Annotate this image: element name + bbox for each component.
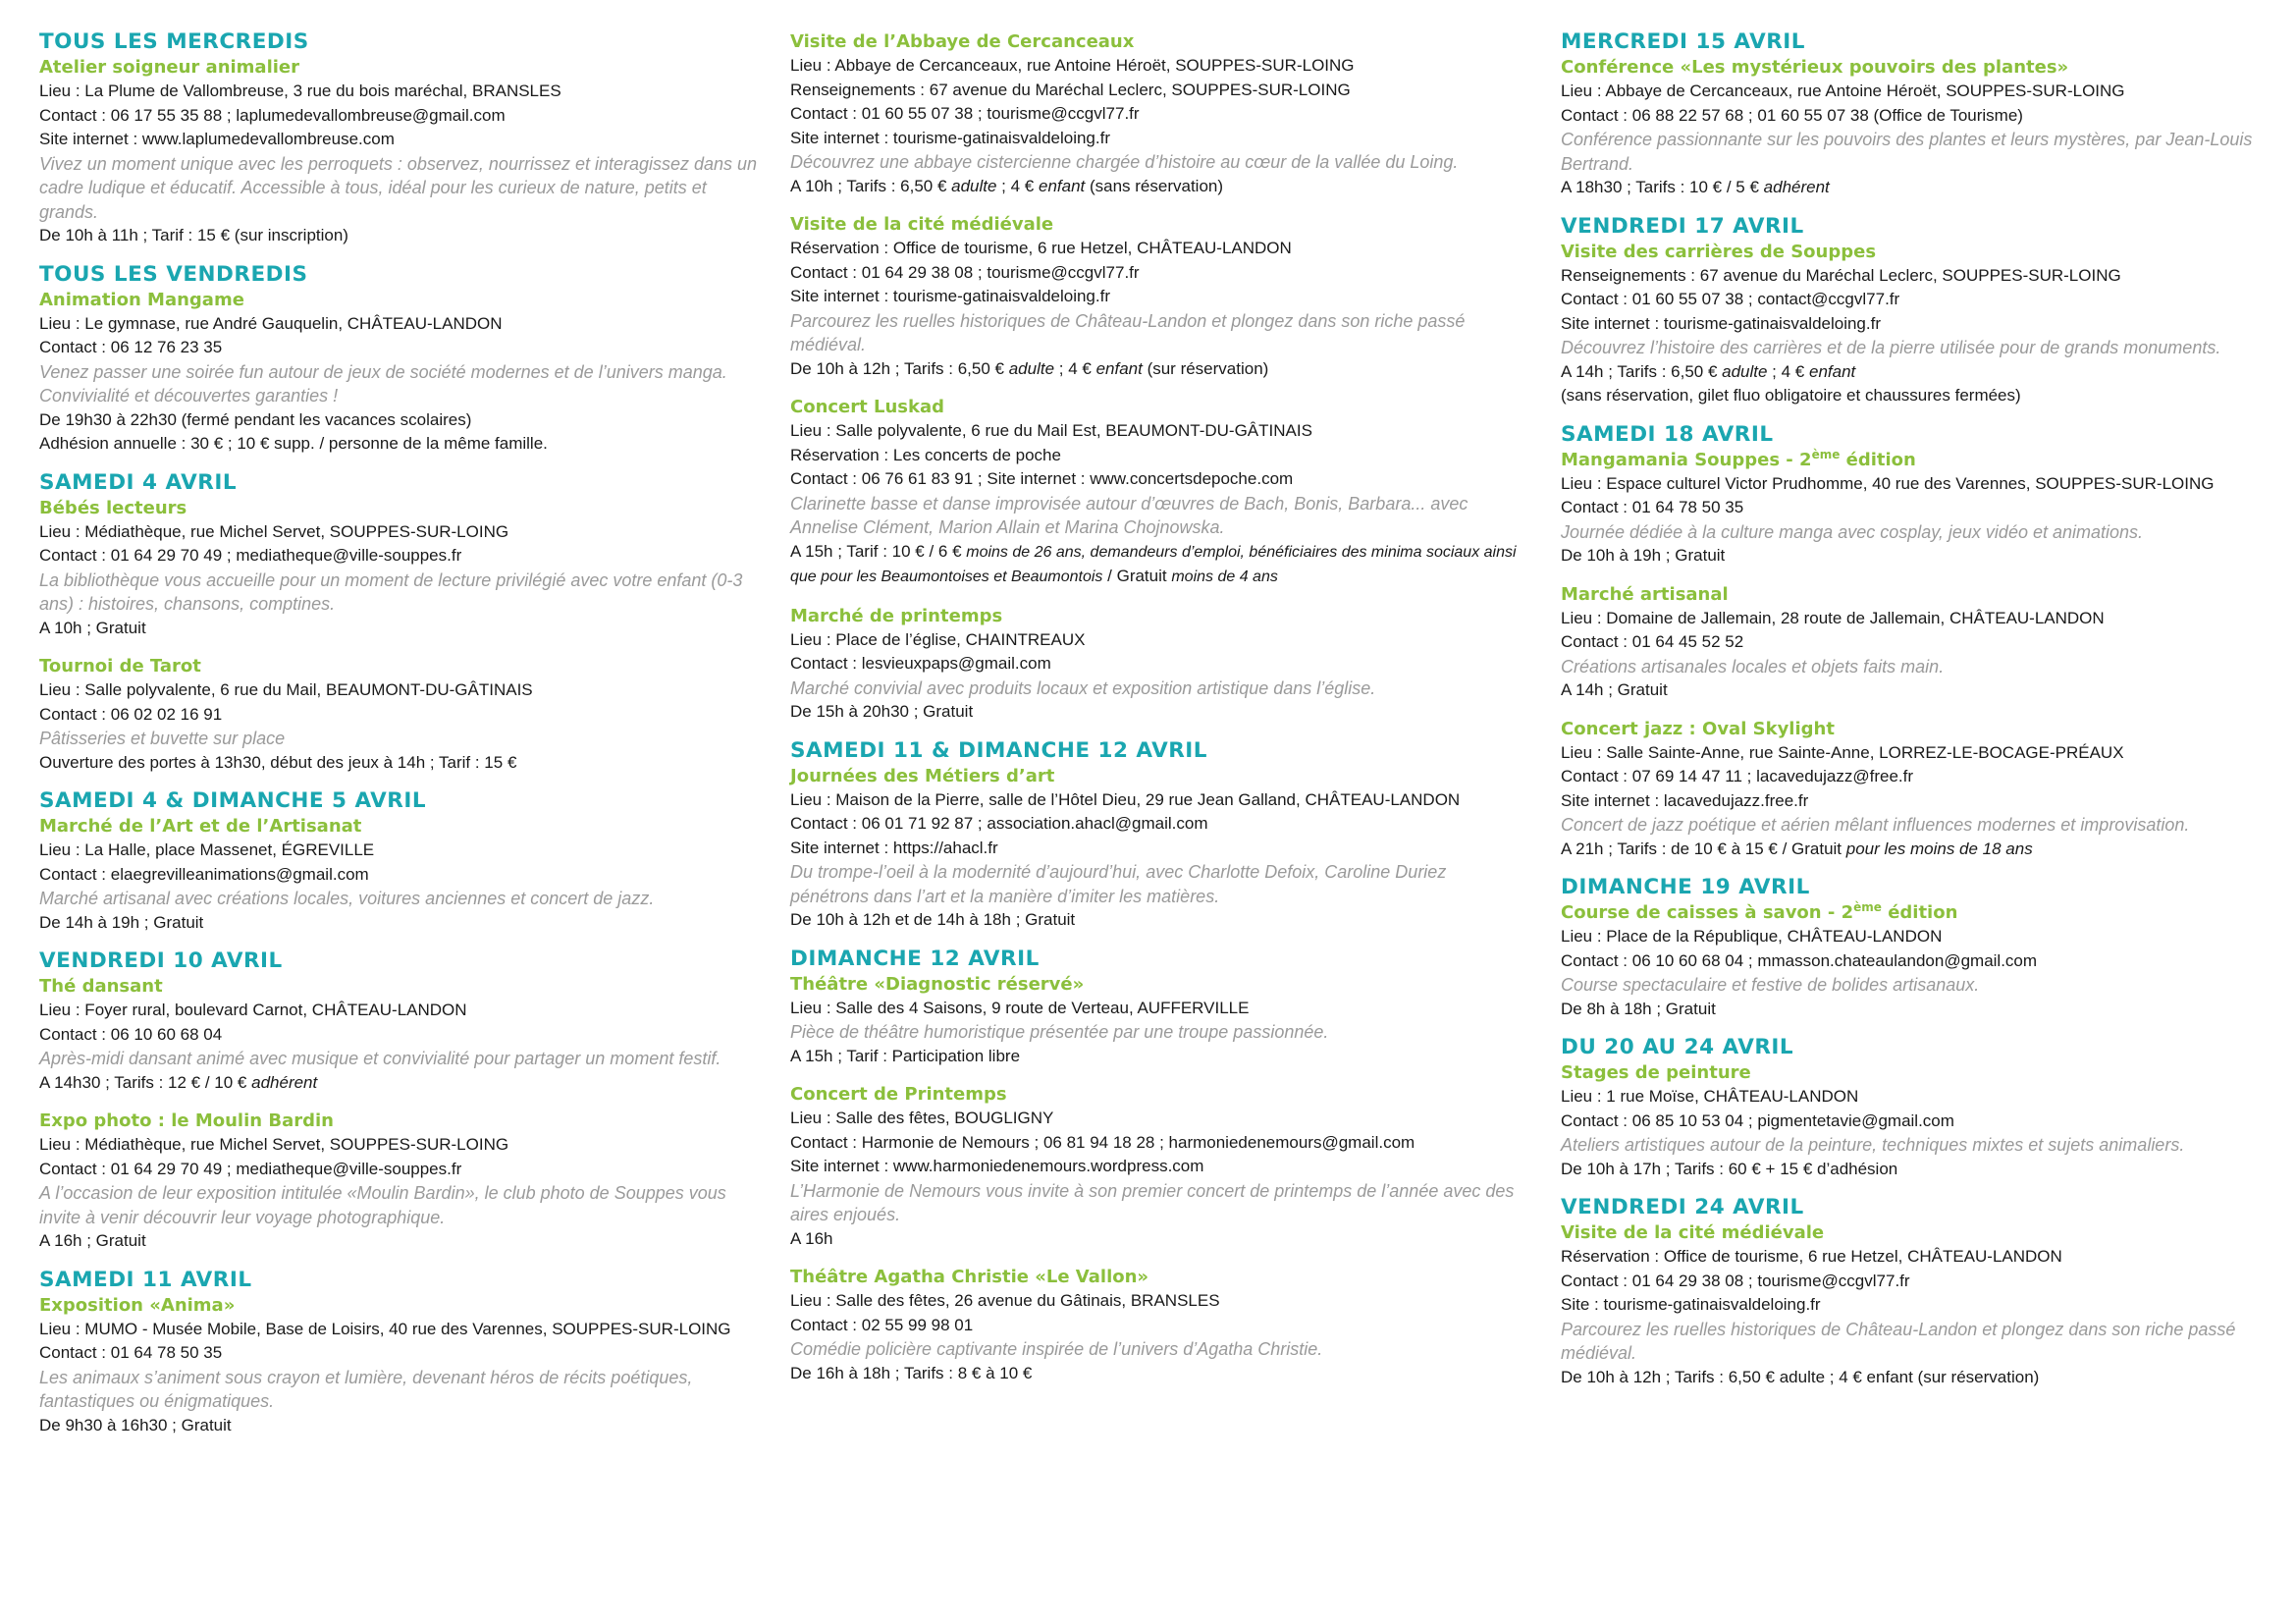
event-info-line: Lieu : 1 rue Moïse, CHÂTEAU-LANDON (1561, 1087, 1859, 1106)
event-title-text: Théâtre Agatha Christie «Le Vallon» (790, 1267, 1149, 1287)
event-info-line: Lieu : MUMO - Musée Mobile, Base de Loisirs, 40 rue des Varennes, SOUPPES-SUR-LOING (39, 1319, 731, 1338)
section-date: SAMEDI 4 AVRIL (39, 469, 238, 495)
practical-part: moins de 4 ans (1171, 568, 1278, 585)
event-practical-line: De 15h à 20h30 ; Gratuit (790, 702, 974, 721)
event (1561, 582, 2287, 703)
section-date: VENDREDI 17 AVRIL (1561, 213, 1804, 239)
event-title (790, 972, 1517, 997)
event (1561, 717, 2287, 862)
event-info-line: Site internet : tourisme-gatinaisvaldeloing.fr (790, 128, 1110, 147)
event (1561, 1220, 2287, 1389)
practical-part: A 18h30 ; Tarifs : 10 € / 5 € (1561, 178, 1764, 196)
practical-part: adulte (1008, 358, 1055, 378)
section-date: VENDREDI 24 AVRIL (1561, 1195, 1804, 1219)
event-info-line: Contact : 01 64 29 70 49 ; mediatheque@ville-souppes.fr (39, 1159, 462, 1178)
event-info-line: Lieu : La Plume de Vallombreuse, 3 rue du bois maréchal, BRANSLES (39, 81, 561, 100)
section-date: DIMANCHE 12 AVRIL (790, 946, 1040, 971)
event-practical-line: A 15h ; Tarif : Participation libre (790, 1046, 1021, 1065)
event-info-line: Contact : 06 12 76 23 35 (39, 338, 223, 356)
practical-part: ; 4 € (1767, 361, 1809, 381)
practical-part: enfant (1808, 361, 1856, 381)
event-info-line: Lieu : Domaine de Jallemain, 28 route de Jallemain, CHÂTEAU-LANDON (1561, 608, 2105, 627)
event-practical-line: A 10h ; Gratuit (39, 618, 146, 637)
event-practical-line: De 10h à 12h ; Tarifs : 6,50 € adulte ; 4 € enfant (sur réservation) (1561, 1367, 2040, 1386)
event-title (39, 974, 766, 999)
event (39, 814, 766, 935)
event (39, 974, 766, 1095)
event-description: Parcourez les ruelles historiques de Château-Landon et plongez dans son riche passé médiéval. (790, 310, 1466, 354)
event-info-line: Contact : 06 01 71 92 87 ; association.ahacl@gmail.com (790, 814, 1208, 833)
event-info-line: Contact : 06 17 55 35 88 ; laplumedevallombreuse@gmail.com (39, 105, 506, 125)
event-practical-line: De 9h30 à 16h30 ; Gratuit (39, 1415, 232, 1435)
event (39, 1293, 766, 1438)
section-date: TOUS LES MERCREDIS (39, 29, 309, 54)
event-info-line: Lieu : Salle Sainte-Anne, rue Sainte-Anne, LORREZ-LE-BOCAGE-PRÉAUX (1561, 742, 2124, 762)
event (1561, 55, 2287, 200)
event-title-superscript: ème (1811, 447, 1841, 461)
event-description: L’Harmonie de Nemours vous invite à son premier concert de printemps de l’année avec des aires enjoués. (790, 1180, 1515, 1224)
practical-part: De 10h à 12h ; Tarifs : 6,50 € (790, 358, 1009, 378)
agenda-column-1 (39, 29, 766, 1451)
event (790, 764, 1517, 933)
event-info-line: Lieu : Abbaye de Cercanceaux, rue Antoine Héroët, SOUPPES-SUR-LOING (1561, 81, 2125, 100)
event-description: Découvrez l’histoire des carrières et de la pierre utilisée pour de grands monuments. (1561, 338, 2221, 357)
event (790, 212, 1517, 381)
event-title (790, 604, 1517, 628)
event-practical-line: Adhésion annuelle : 30 € ; 10 € supp. / personne de la même famille. (39, 434, 548, 453)
practical-part: adulte (951, 176, 997, 195)
date-section (790, 29, 1517, 725)
event-title (790, 1265, 1517, 1289)
event-info-line: Lieu : Espace culturel Victor Prudhomme, 40 rue des Varennes, SOUPPES-SUR-LOING (1561, 473, 2215, 493)
event-practical-line (790, 175, 1517, 199)
event-title-text: Concert Luskad (790, 397, 945, 417)
date-section (1561, 29, 2287, 200)
practical-part: A 14h ; Tarifs : 6,50 € (1561, 361, 1723, 381)
event-title-text: Course de caisses à savon - 2 (1561, 902, 1854, 923)
event (790, 1082, 1517, 1251)
event (1561, 448, 2287, 568)
event-practical-line: A 16h ; Gratuit (39, 1231, 146, 1250)
event-title-text: Thé dansant (39, 976, 163, 997)
event-practical-line (790, 357, 1517, 382)
event-info-line: Contact : 01 60 55 07 38 ; contact@ccgvl77.fr (1561, 290, 1900, 308)
event-practical-line: A 14h ; Gratuit (1561, 680, 1668, 699)
event-title-text: Visite des carrières de Souppes (1561, 241, 1877, 262)
event-practical-line: Ouverture des portes à 13h30, début des jeux à 14h ; Tarif : 15 € (39, 752, 517, 772)
date-section (39, 1268, 766, 1438)
event (790, 395, 1517, 590)
event-info-line: Réservation : Les concerts de poche (790, 445, 1061, 464)
event-info-line: Contact : 01 64 29 38 08 ; tourisme@ccgvl77.fr (790, 262, 1140, 282)
practical-part: ; 4 € (1054, 358, 1096, 378)
event-title-text: Tournoi de Tarot (39, 656, 201, 677)
event-info-line: Contact : 02 55 99 98 01 (790, 1315, 974, 1334)
event-info-line: Lieu : Maison de la Pierre, salle de l’Hôtel Dieu, 29 rue Jean Galland, CHÂTEAU-LANDON (790, 789, 1461, 809)
event-info-line: Lieu : Abbaye de Cercanceaux, rue Antoine Héroët, SOUPPES-SUR-LOING (790, 56, 1355, 75)
event-info-line: Lieu : Médiathèque, rue Michel Servet, SOUPPES-SUR-LOING (39, 1135, 509, 1154)
event-info-line: Site internet : lacavedujazz.free.fr (1561, 790, 1809, 810)
event-description: Pièce de théâtre humoristique présentée par une troupe passionnée. (790, 1022, 1329, 1042)
practical-part: / Gratuit (1102, 567, 1172, 585)
section-date: DU 20 AU 24 AVRIL (1561, 1035, 1794, 1059)
event-description: Course spectaculaire et festive de bolides artisanaux. (1561, 975, 1980, 995)
event-title (1561, 717, 2287, 741)
event-title-text: Stages de peinture (1561, 1062, 1751, 1083)
event-practical-line (1561, 838, 2287, 862)
practical-part: enfant (1095, 358, 1143, 378)
event-title (39, 814, 766, 839)
event-title-suffix: édition (1881, 902, 1958, 923)
event-title (1561, 55, 2287, 80)
date-section (39, 29, 766, 248)
event-title (1561, 582, 2287, 607)
event-info-line: Site internet : https://ahacl.fr (790, 838, 998, 857)
practical-part: enfant (1038, 176, 1086, 195)
event (790, 1265, 1517, 1385)
section-date: TOUS LES VENDREDIS (39, 261, 308, 287)
event-title (790, 212, 1517, 237)
practical-part: (sur réservation) (1142, 358, 1269, 378)
event-info-line: Lieu : Médiathèque, rue Michel Servet, SOUPPES-SUR-LOING (39, 521, 509, 541)
event (1561, 240, 2287, 408)
event-title-text: Journées des Métiers d’art (790, 765, 1055, 786)
event-title-text: Marché de l’Art et de l’Artisanat (39, 816, 362, 837)
event-title-text: Expo photo : le Moulin Bardin (39, 1110, 334, 1131)
event-info-line: Contact : Harmonie de Nemours ; 06 81 94 18 28 ; harmoniedenemours@gmail.com (790, 1132, 1415, 1152)
event-info-line: Renseignements : 67 avenue du Maréchal Leclerc, SOUPPES-SUR-LOING (790, 80, 1351, 99)
event-info-line: Site internet : www.harmoniedenemours.wordpress.com (790, 1157, 1204, 1175)
section-date: DIMANCHE 19 AVRIL (1561, 875, 1810, 899)
event-description: Les animaux s’animent sous crayon et lumière, devenant héros de récits poétiques, fantastiques ou énigmatiques. (39, 1367, 693, 1411)
event-title (790, 1082, 1517, 1107)
event-info-line: Contact : 01 64 78 50 35 (39, 1343, 223, 1362)
date-section (1561, 422, 2287, 862)
section-date: SAMEDI 11 AVRIL (39, 1267, 252, 1292)
practical-part: adhérent (1763, 178, 1830, 196)
date-section (39, 470, 766, 776)
event (790, 972, 1517, 1069)
practical-part: pour les moins de 18 ans (1845, 839, 2033, 858)
practical-part: (sans réservation) (1085, 176, 1224, 195)
event-description: Pâtisseries et buvette sur place (39, 729, 286, 748)
event-title-text: Visite de l’Abbaye de Cercanceaux (790, 31, 1135, 52)
event-info-line: Lieu : Foyer rural, boulevard Carnot, CHÂTEAU-LANDON (39, 1001, 467, 1019)
event-info-line: Lieu : Place de l’église, CHAINTREAUX (790, 629, 1086, 649)
event-info-line: Site internet : www.laplumedevallombreuse.com (39, 130, 395, 148)
event-practical-line: De 16h à 18h ; Tarifs : 8 € à 10 € (790, 1363, 1033, 1382)
date-section (790, 947, 1517, 1386)
event-title-text: Bébés lecteurs (39, 497, 187, 518)
event-description: Vivez un moment unique avec les perroquets : observez, nourrissez et interagissez dans un cadre ludique et éducatif. Accessible à tous, idéal pour les curieux de nature, petits et grands. (39, 153, 758, 222)
event-practical-line: (sans réservation, gilet fluo obligatoire et chaussures fermées) (1561, 386, 2021, 405)
event-info-line: Contact : 01 64 78 50 35 (1561, 498, 1744, 516)
date-section (39, 788, 766, 935)
event-info-line: Contact : 01 64 29 38 08 ; tourisme@ccgvl77.fr (1561, 1271, 1910, 1290)
event (790, 604, 1517, 725)
event-description: Marché convivial avec produits locaux et exposition artistique dans l’église. (790, 677, 1376, 698)
event-practical-line (39, 1071, 766, 1096)
date-section (1561, 1035, 2287, 1181)
date-section (1561, 1195, 2287, 1389)
event-description: Après-midi dansant animé avec musique et convivialité pour partager un moment festif. (39, 1049, 721, 1068)
practical-part: A 14h30 ; Tarifs : 12 € / 10 € (39, 1072, 252, 1092)
event-title (790, 29, 1517, 54)
agenda-column-3 (1561, 29, 2287, 1403)
event-practical-line: De 10h à 12h et de 14h à 18h ; Gratuit (790, 910, 1076, 929)
event-info-line: Renseignements : 67 avenue du Maréchal Leclerc, SOUPPES-SUR-LOING (1561, 265, 2121, 285)
event-title-text: Marché de printemps (790, 605, 1003, 626)
event-info-line: Lieu : La Halle, place Massenet, ÉGREVILLE (39, 840, 375, 859)
event-info-line: Contact : 06 76 61 83 91 ; Site internet : www.concertsdepoche.com (790, 469, 1294, 488)
date-section (790, 738, 1517, 933)
event-title (39, 1293, 766, 1318)
date-section (1561, 875, 2287, 1021)
event-info-line: Contact : 07 69 14 47 11 ; lacavedujazz@free.fr (1561, 767, 1914, 785)
event-info-line: Contact : 06 02 02 16 91 (39, 704, 223, 724)
event-description: Concert de jazz poétique et aérien mêlant influences modernes et improvisation. (1561, 815, 2190, 835)
event-description: Clarinette basse et danse improvisée autour d’œuvres de Bach, Bonis, Barbara... avec Annelise Clément, Marion Allain et Marina Chojnowska. (790, 493, 1468, 537)
event-info-line: Site : tourisme-gatinaisvaldeloing.fr (1561, 1295, 1821, 1314)
event-description: Créations artisanales locales et objets faits main. (1561, 656, 1945, 677)
event-practical-line: A 16h (790, 1228, 833, 1248)
event-description: A l’occasion de leur exposition intitulée «Moulin Bardin», le club photo de Souppes vous invite à venir découvrir leur voyage photographique. (39, 1183, 726, 1227)
event-title-superscript: ème (1853, 900, 1882, 914)
event-info-line: Contact : elaegrevilleanimations@gmail.com (39, 864, 369, 884)
event-title-text: Atelier soigneur animalier (39, 57, 300, 78)
event-info-line: Contact : 06 10 60 68 04 ; mmasson.chateaulandon@gmail.com (1561, 950, 2038, 970)
event-title-text: Concert de Printemps (790, 1084, 1007, 1105)
event-info-line: Lieu : Salle des fêtes, BOUGLIGNY (790, 1109, 1054, 1127)
event-description: Venez passer une soirée fun autour de jeux de société modernes et de l’univers manga. Convivialité et découvertes garanties ! (39, 361, 727, 406)
event-title-text: Exposition «Anima» (39, 1294, 236, 1316)
event-title (1561, 240, 2287, 264)
practical-part: A 21h ; Tarifs : de 10 € à 15 € / Gratuit (1561, 839, 1846, 858)
event-info-line: Contact : 06 85 10 53 04 ; pigmentetavie@gmail.com (1561, 1110, 1954, 1130)
event-practical-line (1561, 176, 2287, 200)
practical-part: adulte (1722, 361, 1768, 381)
event-info-line: Lieu : Salle polyvalente, 6 rue du Mail Est, BEAUMONT-DU-GÂTINAIS (790, 421, 1312, 440)
practical-part: adhérent (251, 1072, 318, 1092)
event-title-text: Théâtre «Diagnostic réservé» (790, 973, 1085, 995)
event-info-line: Lieu : Le gymnase, rue André Gauquelin, CHÂTEAU-LANDON (39, 313, 503, 333)
event-info-line: Contact : 06 88 22 57 68 ; 01 60 55 07 38 (Office de Tourisme) (1561, 105, 2023, 125)
event-practical-line (1561, 360, 2287, 385)
section-date: SAMEDI 4 & DIMANCHE 5 AVRIL (39, 788, 427, 813)
event-practical-line: De 14h à 19h ; Gratuit (39, 912, 204, 932)
event-title (1561, 1060, 2287, 1085)
event-info-line: Contact : 01 64 45 52 52 (1561, 632, 1744, 651)
event-title (39, 496, 766, 520)
event-info-line: Site internet : tourisme-gatinaisvaldeloing.fr (1561, 313, 1881, 333)
event-description: Du trompe-l’oeil à la modernité d’aujourd’hui, avec Charlotte Defoix, Caroline Duriez pénétrons dans l’art et la manière d’imiter les matières. (790, 862, 1447, 906)
event-info-line: Contact : 06 10 60 68 04 (39, 1024, 223, 1044)
event (1561, 900, 2287, 1021)
event-title-suffix: édition (1840, 449, 1916, 470)
event-title (1561, 448, 2287, 472)
event-title-text: Mangamania Souppes - 2 (1561, 449, 1812, 470)
event-title (39, 1109, 766, 1133)
event-title (790, 395, 1517, 419)
practical-part: ; 4 € (996, 176, 1039, 195)
event (39, 288, 766, 457)
event-title (1561, 900, 2287, 925)
event-practical-line: De 19h30 à 22h30 (fermé pendant les vacances scolaires) (39, 409, 472, 429)
event-info-line: Contact : 01 60 55 07 38 ; tourisme@ccgvl77.fr (790, 104, 1140, 123)
event-info-line: Lieu : Salle polyvalente, 6 rue du Mail, BEAUMONT-DU-GÂTINAIS (39, 680, 533, 699)
section-date: MERCREDI 15 AVRIL (1561, 29, 1805, 54)
event-title-text: Visite de la cité médiévale (790, 214, 1054, 235)
event-description: Comédie policière captivante inspirée de l’univers d’Agatha Christie. (790, 1339, 1323, 1359)
event-title-text: Marché artisanal (1561, 583, 1729, 605)
event-title (1561, 1220, 2287, 1245)
event-description: Conférence passionnante sur les pouvoirs des plantes et leurs mystères, par Jean-Louis Bertrand. (1561, 130, 2253, 174)
event-description: Ateliers artistiques autour de la peinture, techniques mixtes et sujets animaliers. (1561, 1135, 2185, 1155)
section-date: VENDREDI 10 AVRIL (39, 948, 283, 973)
event-info-line: Lieu : Salle des 4 Saisons, 9 route de Verteau, AUFFERVILLE (790, 998, 1250, 1017)
event-title (39, 288, 766, 312)
event-info-line: Lieu : Salle des fêtes, 26 avenue du Gâtinais, BRANSLES (790, 1291, 1220, 1310)
event-info-line: Contact : 01 64 29 70 49 ; mediatheque@ville-souppes.fr (39, 546, 462, 565)
event-description: Découvrez une abbaye cistercienne chargée d’histoire au cœur de la vallée du Loing. (790, 152, 1459, 172)
event (790, 29, 1517, 198)
event-info-line: Contact : lesvieuxpaps@gmail.com (790, 654, 1051, 673)
event-description: Journée dédiée à la culture manga avec cosplay, jeux vidéo et animations. (1561, 521, 2144, 542)
practical-part: A 15h ; Tarif : 10 € / 6 € (790, 541, 967, 561)
event-practical-line: De 10h à 11h ; Tarif : 15 € (sur inscription) (39, 226, 348, 244)
date-section (39, 948, 766, 1254)
event-info-line: Site internet : tourisme-gatinaisvaldeloing.fr (790, 287, 1110, 305)
event (39, 496, 766, 641)
event-title (39, 55, 766, 80)
practical-part: moins de 26 ans, demandeurs d’emploi, bénéficiaires des minima sociaux ainsi que pour les Beaumontoises et Beaumontois (790, 543, 1517, 585)
event-info-line: Réservation : Office de tourisme, 6 rue Hetzel, CHÂTEAU-LANDON (1561, 1247, 2062, 1266)
event-info-line: Réservation : Office de tourisme, 6 rue Hetzel, CHÂTEAU-LANDON (790, 239, 1292, 257)
event (1561, 1060, 2287, 1181)
event-practical-line: De 10h à 17h ; Tarifs : 60 € + 15 € d’adhésion (1561, 1159, 1898, 1178)
section-date: SAMEDI 11 & DIMANCHE 12 AVRIL (790, 737, 1207, 763)
date-section (1561, 214, 2287, 408)
event-description: Marché artisanal avec créations locales, voitures anciennes et concert de jazz. (39, 889, 655, 908)
event-title (790, 764, 1517, 788)
event-description: La bibliothèque vous accueille pour un moment de lecture privilégié avec votre enfant (0-3 ans) : histoires, chansons, comptines. (39, 569, 743, 614)
event-description: Parcourez les ruelles historiques de Château-Landon et plongez dans son riche passé médiéval. (1561, 1319, 2236, 1363)
event (39, 55, 766, 248)
event-practical-line (790, 540, 1517, 590)
event-title-text: Concert jazz : Oval Skylight (1561, 718, 1835, 739)
agenda-column-2 (790, 29, 1517, 1399)
event (39, 654, 766, 775)
event-info-line: Lieu : Place de la République, CHÂTEAU-LANDON (1561, 927, 1943, 946)
practical-part: A 10h ; Tarifs : 6,50 € (790, 176, 952, 195)
event-title-text: Conférence «Les mystérieux pouvoirs des plantes» (1561, 57, 2069, 78)
event-practical-line: De 10h à 19h ; Gratuit (1561, 546, 1726, 565)
section-date: SAMEDI 18 AVRIL (1561, 421, 1774, 447)
event (39, 1109, 766, 1254)
event-title-text: Animation Mangame (39, 289, 244, 310)
date-section (39, 262, 766, 457)
event-title-text: Visite de la cité médiévale (1561, 1222, 1825, 1243)
event-title (39, 654, 766, 678)
event-practical-line: De 8h à 18h ; Gratuit (1561, 999, 1716, 1018)
